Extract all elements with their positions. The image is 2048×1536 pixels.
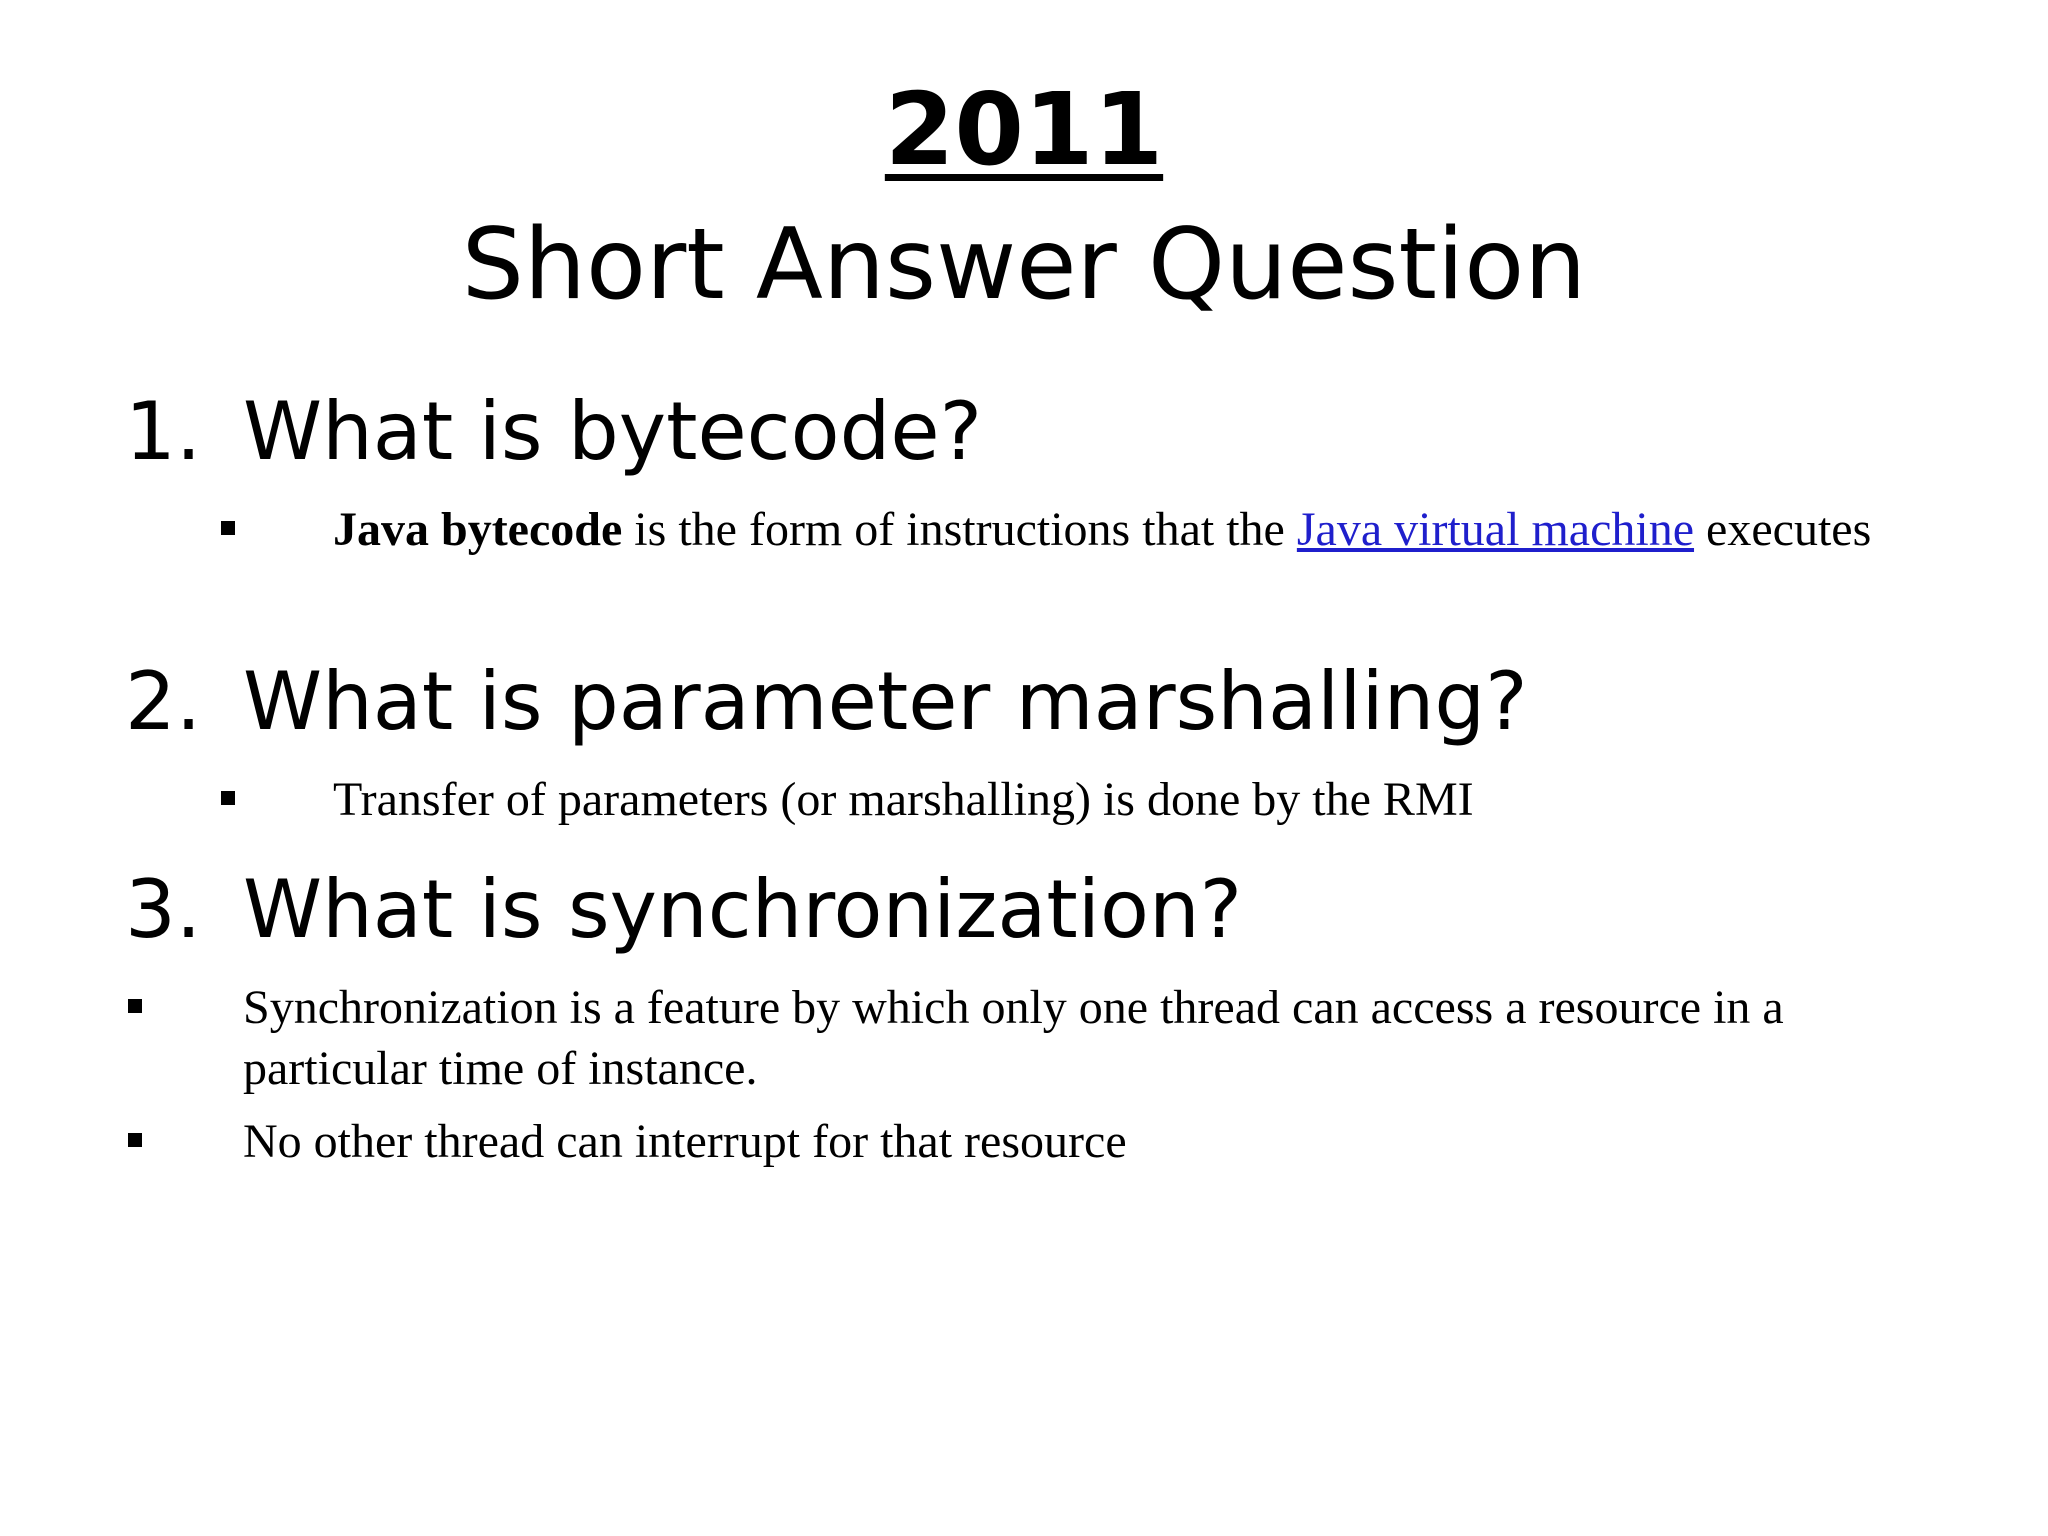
answer-text: Transfer of parameters (or marshalling) is done by the RMI (333, 773, 1474, 826)
bold-term: Java bytecode (333, 503, 623, 556)
square-bullet-icon (221, 521, 235, 535)
answer-text (333, 499, 1965, 560)
answer-1-1 (215, 499, 1965, 629)
question-text: What is synchronization? (243, 863, 1243, 956)
question-3 (125, 860, 1242, 960)
question-number: 1. (125, 385, 202, 478)
question-text: What is bytecode? (243, 385, 983, 478)
java-virtual-machine-link[interactable]: Java virtual machine (1296, 503, 1695, 556)
answer-2-1 (215, 769, 1965, 833)
question-number: 3. (125, 863, 202, 956)
question-1 (125, 382, 982, 482)
square-bullet-icon (128, 999, 142, 1013)
answer-text-before-link: is the form of instructions that the (622, 503, 1297, 556)
question-text: What is parameter marshalling? (243, 655, 1528, 748)
square-bullet-icon (221, 791, 235, 805)
answer-text-after-link: executes (1694, 503, 1872, 556)
square-bullet-icon (128, 1133, 142, 1147)
question-number: 2. (125, 655, 202, 748)
slide-subtitle: Short Answer Question (461, 208, 1587, 322)
slide-title-block (0, 70, 2048, 330)
answer-text: Synchronization is a feature by which only one thread can access a resource in a particular time of instance. (243, 981, 1784, 1095)
answer-text: No other thread can interrupt for that resource (243, 1115, 1127, 1168)
answer-3-2 (125, 1111, 1925, 1175)
year-heading: 2011 (884, 71, 1164, 188)
answer-3-1 (125, 977, 1925, 1107)
question-2 (125, 652, 1528, 752)
